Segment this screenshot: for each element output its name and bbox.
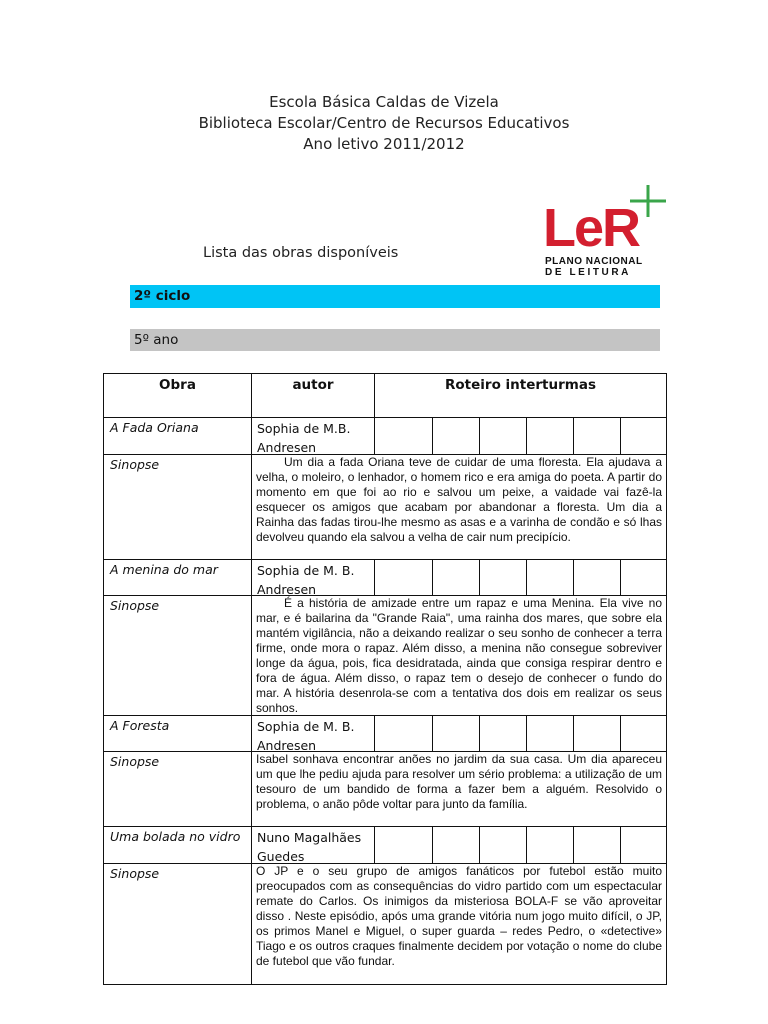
- table-row: [104, 559, 666, 595]
- works-table: [103, 373, 667, 985]
- roteiro-cell: [574, 560, 621, 595]
- roteiro-cell: [574, 418, 621, 454]
- book-title: Uma bolada no vidro: [110, 829, 241, 844]
- roteiro-cell: [527, 716, 574, 751]
- logo-line2: DE LEITURA: [545, 267, 631, 278]
- roteiro-cell: [574, 827, 621, 863]
- synopsis-label: Sinopse: [110, 754, 160, 769]
- list-title: Lista das obras disponíveis: [203, 245, 399, 261]
- book-author: Sophia de M. B. Andresen: [257, 719, 355, 753]
- header-roteiro: Roteiro interturmas: [445, 377, 596, 393]
- roteiro-cell: [574, 716, 621, 751]
- book-title: A Foresta: [110, 718, 170, 733]
- grade-label: 5º ano: [134, 332, 179, 348]
- logo-line1: PLANO NACIONAL: [545, 256, 643, 267]
- synopsis-text: É a história de amizade entre um rapaz e uma Menina. Ela vive no mar, e é bailarina da "Grande Raia", uma rainha dos mares, que sobre ela mantém vigilância, não a deixando realizar o seu sonho de conhecer a terra firme, onde mora o rapaz. Além disso, a menina não consegue sobreviver longe da água, pois, fica desidratada, ainda que consiga respirar dentro e fora de água. Além disso, o rapaz tem o desejo de conhecer o fundo do mar. A história desenrola-se com a tentativa dos dois em realizar os seus sonhos.: [256, 596, 662, 715]
- roteiro-cell: [433, 418, 480, 454]
- school-year: Ano letivo 2011/2012: [303, 135, 465, 153]
- header-obra: Obra: [159, 377, 196, 393]
- roteiro-cell: [480, 560, 527, 595]
- roteiro-cell: [480, 418, 527, 454]
- synopsis-label: Sinopse: [110, 457, 160, 472]
- book-title: A menina do mar: [110, 562, 218, 577]
- roteiro-cell: [375, 560, 433, 595]
- cycle-label: 2º ciclo: [134, 288, 191, 304]
- table-header-row: [104, 374, 666, 417]
- roteiro-cell: [480, 716, 527, 751]
- synopsis-text: Isabel sonhava encontrar anões no jardim da sua casa. Um dia apareceu um que lhe pediu ajuda para resolver um sério problema: a utilização de um tesouro de um bandido de forma a fazer bem a alguém. Resolvido o problema, o anão pôde voltar para junto da família.: [256, 752, 662, 811]
- roteiro-cell: [527, 418, 574, 454]
- grade-bar: [130, 329, 660, 351]
- roteiro-cell: [375, 418, 433, 454]
- roteiro-cell: [375, 827, 433, 863]
- synopsis-text: Um dia a fada Oriana teve de cuidar de uma floresta. Ela ajudava a velha, o moleiro, o lenhador, o homem rico e era amiga do poeta. A partir do momento em que foi ao rio e salvou um peixe, a vaidade vai fazê-la esquecer os amigos que acabam por abandonar a floresta. Um dia a Rainha das fadas tirou-lhe mesmo as asas e a varinha de condão e só lhas devolveu quando ela salvou a velha de cair num precipício.: [256, 455, 662, 544]
- book-author: Sophia de M. B. Andresen: [257, 563, 355, 597]
- roteiro-cell: [480, 827, 527, 863]
- roteiro-cell: [527, 560, 574, 595]
- roteiro-cell: [375, 716, 433, 751]
- synopsis-text: O JP e o seu grupo de amigos fanáticos por futebol estão muito preocupados com as consequências do vidro partido com um espectacular remate do Carlos. Os inimigos da misteriosa BOLA-F se vão aproveitar disso . Neste episódio, após uma grande vitória num jogo muito difícil, o JP, os primos Manel e Miguel, o super guarda – redes Pedro, o «detective» Tiago e os outros craques finalmente decidem por votação o nome do clube de futebol que vão fundar.: [256, 864, 662, 968]
- library-name: Biblioteca Escolar/Centro de Recursos Educativos: [198, 114, 570, 132]
- synopsis-label: Sinopse: [110, 866, 160, 881]
- roteiro-cell: [433, 827, 480, 863]
- synopsis-row: [104, 454, 666, 559]
- book-author: Sophia de M.B. Andresen: [257, 421, 351, 455]
- synopsis-row: [104, 751, 666, 826]
- table-row: [104, 826, 666, 863]
- roteiro-cell: [527, 827, 574, 863]
- school-name: Escola Básica Caldas de Vizela: [269, 93, 499, 111]
- book-author: Nuno Magalhães Guedes: [257, 830, 362, 864]
- header-autor: autor: [292, 377, 334, 393]
- synopsis-label: Sinopse: [110, 598, 160, 613]
- roteiro-cell: [433, 560, 480, 595]
- logo-plus-icon: [543, 183, 673, 243]
- table-row: [104, 715, 666, 751]
- book-title: A Fada Oriana: [110, 420, 199, 435]
- table-row: [104, 417, 666, 454]
- document-header: [0, 92, 768, 155]
- synopsis-row: [104, 595, 666, 715]
- synopsis-row: [104, 863, 666, 984]
- logo-word: LeR: [543, 198, 640, 258]
- ler-plus-logo: [543, 183, 673, 278]
- cycle-bar: [130, 285, 660, 308]
- roteiro-cell: [433, 716, 480, 751]
